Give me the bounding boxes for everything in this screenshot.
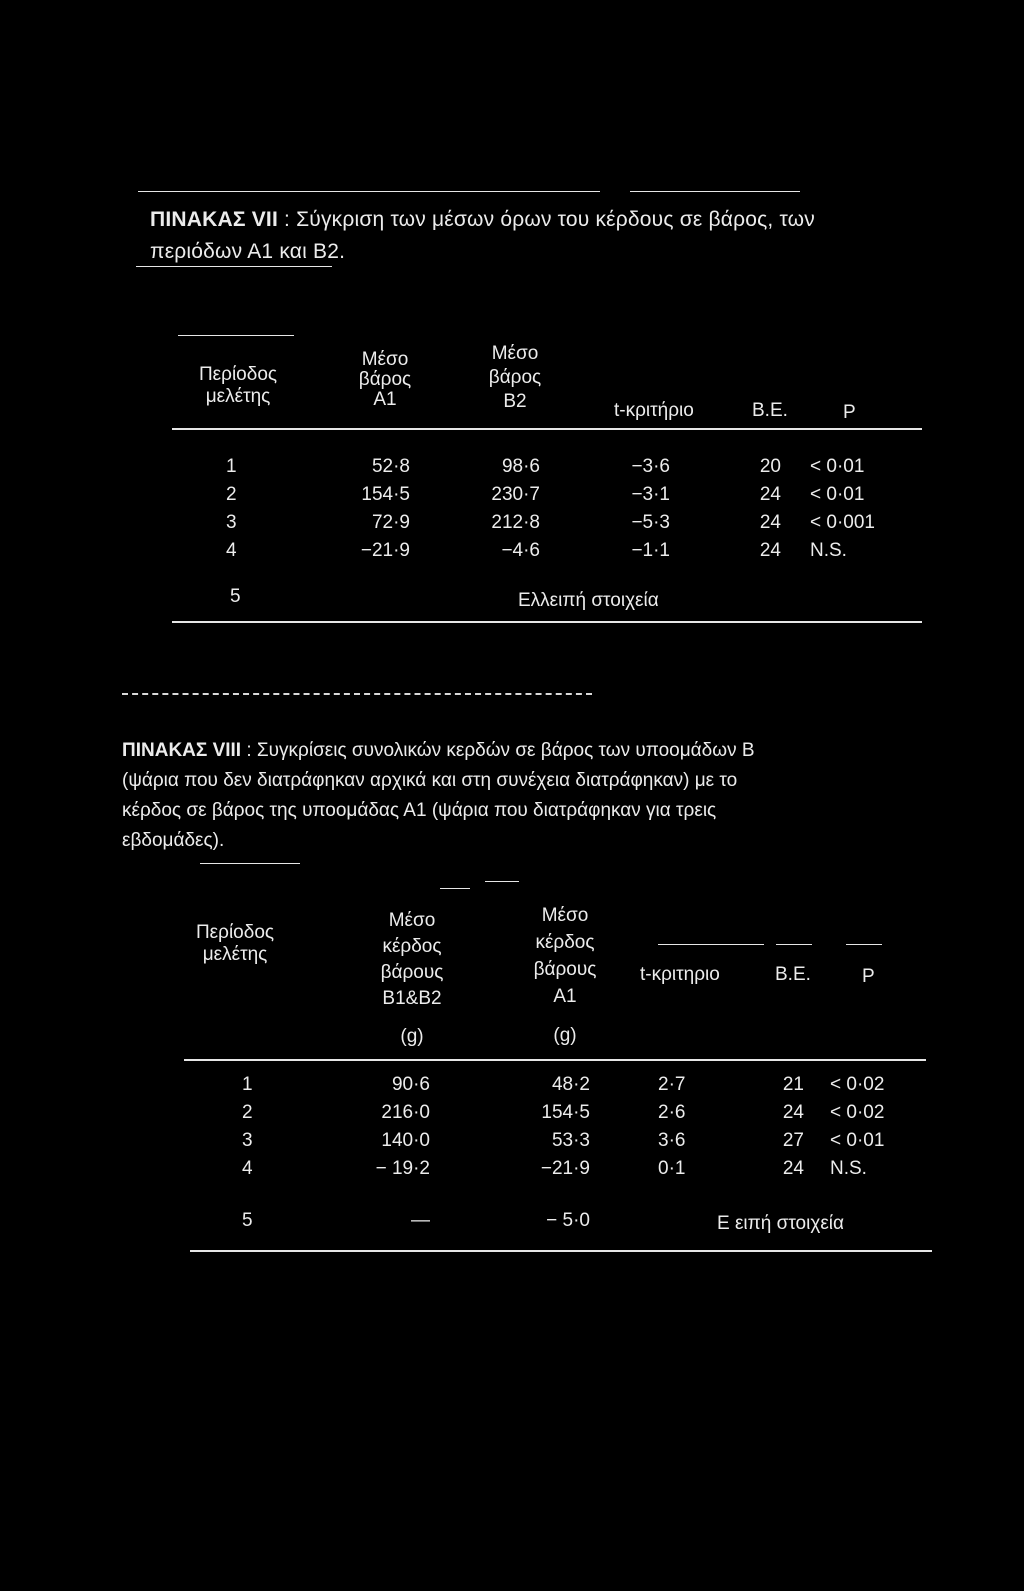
table8-row-3-p: < 0·01	[830, 1130, 885, 1151]
header8-a-line2: κέρδος	[535, 932, 595, 953]
caption-underline	[136, 266, 332, 267]
table-row-1-t: −3·6	[631, 456, 670, 477]
table-row-1-a1: 52·8	[371, 456, 410, 477]
table8-row-3-df: 27	[782, 1130, 804, 1151]
table-viii	[0, 700, 1024, 1280]
table-row-3-t: −5·3	[631, 512, 670, 533]
header-bottom-rule	[172, 428, 922, 430]
header8-t: t-κριτηριο	[640, 964, 720, 985]
header-period	[178, 364, 298, 408]
table-row-5-period: 5	[230, 586, 241, 607]
top-rule	[138, 191, 600, 192]
header-t: t-κριτήριο	[614, 400, 694, 421]
table8-row-2-a: 154·5	[541, 1102, 590, 1123]
table8-row-2-period: 2	[242, 1102, 253, 1123]
table8-row-3-t: 3·6	[658, 1130, 686, 1151]
header8-bottom-rule	[184, 1059, 926, 1061]
section-separator	[122, 693, 592, 695]
table-viii-caption	[122, 736, 1022, 856]
table8-row-2-p: < 0·02	[830, 1102, 885, 1123]
table-row-1-period: 1	[226, 456, 237, 477]
table8-row-1-df: 21	[782, 1074, 804, 1095]
table8-missing-data-note: Ε ειπή στοιχεία	[717, 1213, 844, 1234]
header8-b-line4: Β1&Β2	[382, 988, 442, 1009]
table-row-4-t: −1·1	[631, 540, 670, 561]
table-row-4-df: 24	[759, 540, 781, 561]
header8-t-rule	[658, 944, 764, 945]
table8-row-2-df: 24	[782, 1102, 804, 1123]
table8-row-3-b: 140·0	[381, 1130, 430, 1151]
header-dash-a	[440, 888, 470, 889]
table-viii-label: ΠΙΝΑΚΑΣ VIII	[122, 740, 242, 761]
table-viii-bottom-rule	[190, 1250, 932, 1252]
header8-b-unit: (g)	[400, 1026, 424, 1047]
header-dash-b	[485, 881, 519, 882]
table8-row-3-a: 53·3	[551, 1130, 590, 1151]
table8-row-4-b: − 19·2	[375, 1158, 430, 1179]
header8-a-unit: (g)	[553, 1025, 577, 1046]
header-a1	[335, 350, 435, 410]
header8-period-line1: Περίοδος	[195, 922, 275, 943]
header8-b-line3: βάρους	[380, 962, 444, 983]
table8-row-3-period: 3	[242, 1130, 253, 1151]
table8-row-1-p: < 0·02	[830, 1074, 885, 1095]
table8-row-4-period: 4	[242, 1158, 253, 1179]
header-p: P	[843, 402, 856, 423]
header8-df: Β.Ε.	[775, 964, 811, 985]
header-a1-line3: Α1	[373, 389, 397, 410]
table-row-2-p: < 0·01	[810, 484, 865, 505]
header-df: Β.Ε.	[752, 400, 788, 421]
table-vii-caption-line1: : Σύγκριση των μέσων όρων του κέρδους σε βάρος, των	[277, 208, 815, 231]
header8-p: P	[862, 966, 875, 987]
table8-row-2-b: 216·0	[381, 1102, 430, 1123]
table8-row-2-t: 2·6	[658, 1102, 686, 1123]
table-row-3-a1: 72·9	[371, 512, 410, 533]
table-row-1-b2: 98·6	[501, 456, 540, 477]
table-viii-caption-line3: κέρδος σε βάρος της υποομάδας Α1 (ψάρια που διατράφηκαν για τρεις	[122, 800, 717, 821]
table-vii-caption	[150, 204, 950, 236]
table8-row-4-a: −21·9	[540, 1158, 590, 1179]
table-row-2-t: −3·1	[631, 484, 670, 505]
table8-row-5-a: − 5·0	[546, 1210, 590, 1231]
header8-a	[515, 902, 615, 1049]
header-period-line2: μελέτης	[205, 386, 271, 407]
table-row-2-df: 24	[759, 484, 781, 505]
table-row-3-p: < 0·001	[810, 512, 875, 533]
table-row-4-b2: −4·6	[501, 540, 540, 561]
table8-row-4-t: 0·1	[658, 1158, 686, 1179]
table8-row-5-b: —	[411, 1210, 430, 1231]
header8-df-rule	[776, 944, 812, 945]
table8-row-4-df: 24	[782, 1158, 804, 1179]
header8-a-line1: Μέσο	[541, 905, 589, 926]
table8-row-1-t: 2·7	[658, 1074, 686, 1095]
table8-row-1-b: 90·6	[391, 1074, 430, 1095]
header-b2-line1: Μέσο	[491, 343, 539, 364]
caption-underline-2	[200, 863, 300, 864]
missing-data-note: Ελλειπή στοιχεία	[518, 590, 659, 611]
header8-a-line4: Α1	[553, 986, 577, 1007]
header-period-line1: Περίοδος	[198, 364, 278, 385]
top-rule-2	[630, 191, 800, 192]
table-row-2-period: 2	[226, 484, 237, 505]
header8-b-line1: Μέσο	[388, 910, 436, 931]
header8-b-line2: κέρδος	[382, 936, 442, 957]
table-viii-caption-line2: (ψάρια που δεν διατράφηκαν αρχικά και στη συνέχεια διατράφηκαν) με το	[122, 770, 738, 791]
table8-row-1-a: 48·2	[551, 1074, 590, 1095]
header-top-rule	[178, 335, 294, 336]
header8-period-line2: μελέτης	[202, 944, 268, 965]
table-row-1-df: 20	[759, 456, 781, 477]
header8-a-line3: βάρους	[533, 959, 597, 980]
table-row-3-b2: 212·8	[491, 512, 540, 533]
header8-period	[180, 922, 290, 966]
table-vii-caption-line2: περιόδων Α1 και Β2.	[150, 240, 346, 263]
table8-row-4-p: N.S.	[830, 1158, 867, 1179]
table-row-1-p: < 0·01	[810, 456, 865, 477]
table-viii-caption-line1: : Συγκρίσεις συνολικών κερδών σε βάρος των υποομάδων Β	[241, 740, 755, 761]
table-row-2-b2: 230·7	[491, 484, 540, 505]
header-a1-line1: Μέσο	[361, 349, 409, 370]
table-row-4-p: N.S.	[810, 540, 847, 561]
table8-row-5-period: 5	[242, 1210, 253, 1231]
header8-p-rule	[846, 944, 882, 945]
table-row-2-a1: 154·5	[361, 484, 410, 505]
table-vii	[0, 0, 1024, 640]
table-vii-label: ΠΙΝΑΚΑΣ VII	[150, 208, 278, 231]
header-b2-line2: βάρος	[488, 367, 542, 388]
header-b2	[465, 342, 565, 414]
header-b2-line3: Β2	[503, 391, 527, 412]
table-row-4-a1: −21·9	[360, 540, 410, 561]
table-viii-caption-line4: εβδομάδες).	[122, 830, 225, 851]
header-a1-line2: βάρος	[358, 369, 412, 390]
table-row-3-period: 3	[226, 512, 237, 533]
table-vii-bottom-rule	[172, 621, 922, 623]
table-row-4-period: 4	[226, 540, 237, 561]
header8-b	[362, 908, 462, 1050]
table-row-3-df: 24	[759, 512, 781, 533]
table8-row-1-period: 1	[242, 1074, 253, 1095]
